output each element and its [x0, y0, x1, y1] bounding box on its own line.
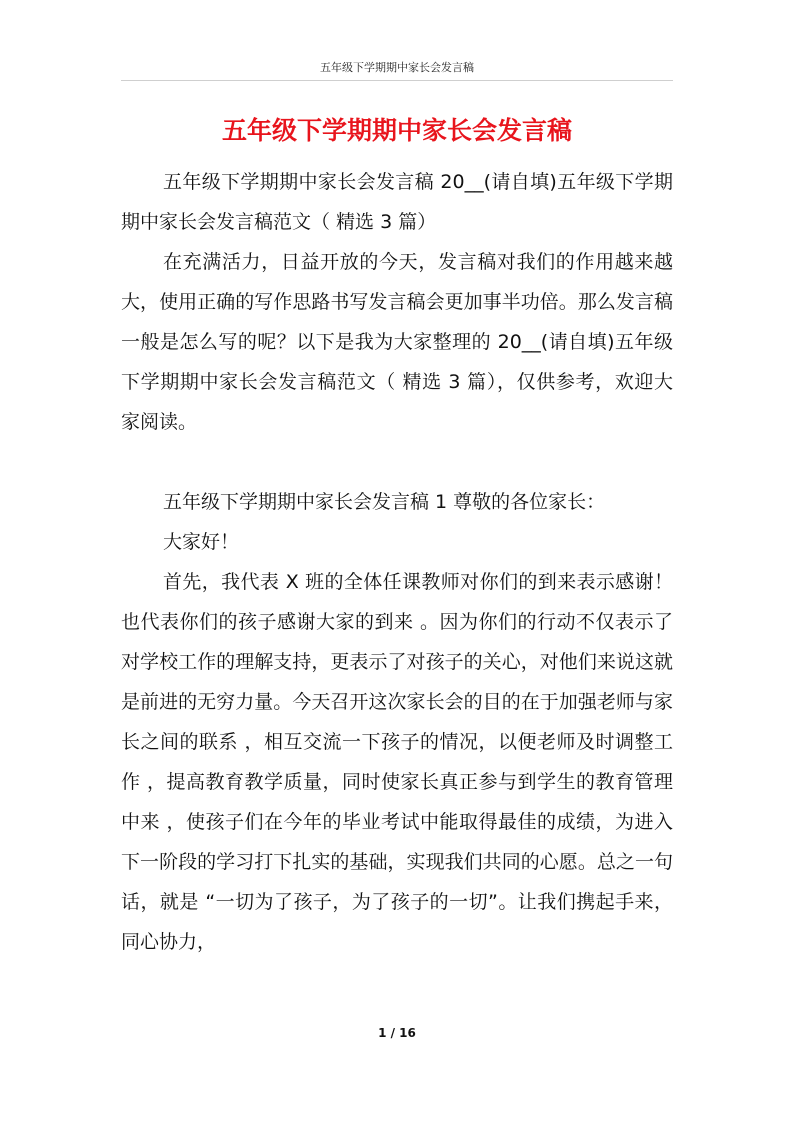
intro-paragraph: 五年级下学期期中家长会发言稿 20__(请自填)五年级下学期期中家长会发言稿范文（ 精选 3 篇）	[121, 171, 673, 233]
page-number: 1 / 16	[378, 1026, 416, 1040]
document-body	[121, 162, 673, 962]
running-header: 五年级下学期期中家长会发言稿	[320, 61, 474, 74]
speech-heading: 五年级下学期期中家长会发言稿 1 尊敬的各位家长：	[163, 491, 606, 513]
speech-paragraph: 首先，我代表 X 班的全体任课教师对你们的到来表示感谢！也代表你们的孩子感谢大家的到来 。因为你们的行动不仅表示了对学校工作的理解支持，更表示了对孩子的关心，对他们来说这就是前进的无穷力量。今天召开这次家长会的目的在于加强老师与家长之间的联系 ，相互交流一下孩子的情况，以便老师及时调整工作 ，提高教育教学质量，同时使家长真正参与到学生的教育管理中来 ，使孩子们在今年的毕业考试中能取得最佳的成绩，为进入下一阶段的学习打下扎实的基础，实现我们共同的心愿。总之一句话，就是 “一切为了孩子，为了孩子的一切”。让我们携起手来，同心协力，	[121, 571, 673, 953]
greeting-paragraph: 大家好！	[163, 531, 240, 553]
preface-paragraph: 在充满活力，日益开放的今天，发言稿对我们的作用越来越大，使用正确的写作思路书写发言稿会更加事半功倍。那么发言稿一般是怎么写的呢？以下是我为大家整理的 20__(请自填)五年级下学期期中家长会发言稿范文（ 精选 3 篇），仅供参考，欢迎大家阅读。	[121, 251, 673, 433]
paragraph-spacer	[121, 442, 673, 482]
document-title: 五年级下学期期中家长会发言稿	[221, 116, 572, 145]
header-divider	[121, 80, 673, 81]
